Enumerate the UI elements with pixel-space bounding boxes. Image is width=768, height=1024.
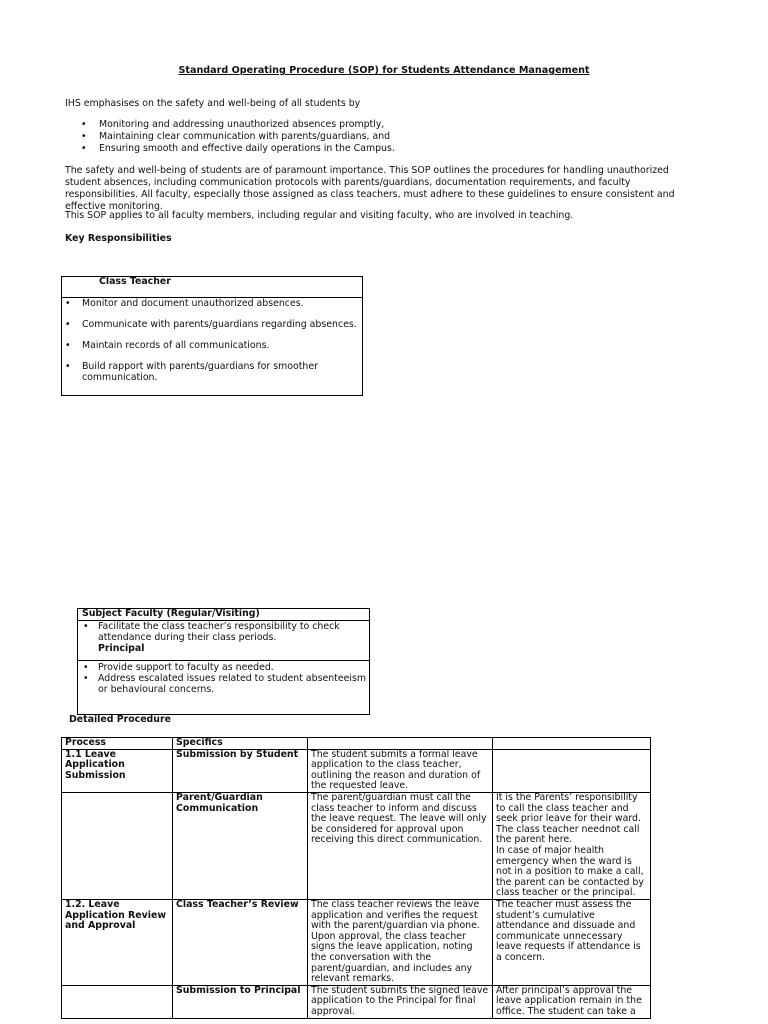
class-teacher-box bbox=[61, 276, 363, 396]
list-item: • Monitor and document unauthorized absences. bbox=[62, 298, 362, 309]
subject-faculty-heading: Subject Faculty (Regular/Visiting) bbox=[78, 609, 369, 621]
table-cell: Submission by Student bbox=[173, 749, 308, 792]
table-row bbox=[62, 792, 651, 899]
class-teacher-list bbox=[62, 298, 362, 383]
list-item: • Facilitate the class teacher’s responsibility to check attendance during their class periods. bbox=[78, 621, 369, 643]
table-cell bbox=[62, 985, 173, 1018]
table-cell: The class teacher reviews the leave application and verifies the request with the parent/guardian via phone. Upon approval, the class teacher signs the leave application, noting the conversation with the parent/guardian, and includes any relevant remarks. bbox=[308, 899, 493, 985]
subject-faculty-section bbox=[78, 621, 369, 661]
principal-heading: Principal bbox=[98, 643, 145, 654]
column-header: Specifics bbox=[173, 738, 308, 750]
table-cell: The parent/guardian must call the class teacher to inform and discuss the leave request. The leave will only be considered for approval upon receiving this direct communication. bbox=[308, 792, 493, 899]
column-header bbox=[308, 738, 493, 750]
column-header bbox=[493, 738, 651, 750]
table-cell: Class Teacher’s Review bbox=[173, 899, 308, 985]
key-responsibilities-heading: Key Responsibilities bbox=[65, 233, 172, 244]
table-cell: The student submits a formal leave application to the class teacher, outlining the reason and duration of the requested leave. bbox=[308, 749, 493, 792]
subject-faculty-list bbox=[78, 621, 369, 643]
table-cell bbox=[493, 749, 651, 792]
table-cell bbox=[62, 792, 173, 899]
list-item: • Provide support to faculty as needed. bbox=[78, 662, 369, 673]
table-cell: The student submits the signed leave application to the Principal for final approval. bbox=[308, 985, 493, 1018]
table-cell: Parent/Guardian Communication bbox=[173, 792, 308, 899]
list-item: • Address escalated issues related to student absenteeism or behavioural concerns. bbox=[78, 673, 369, 695]
detailed-procedure-heading: Detailed Procedure bbox=[69, 714, 171, 725]
table-cell: After principal’s approval the leave application remain in the office. The student can take a bbox=[493, 985, 651, 1018]
intro-text: IHS emphasises on the safety and well-being of all students by bbox=[65, 98, 361, 109]
overview-paragraph: The safety and well-being of students are of paramount importance. This SOP outlines the procedures for handling unauthorized student absences, including communication protocols with parents/guardians, documentation requirements, and faculty responsibilities. All faculty, especially those assigned as class teachers, must adhere to these guidelines to ensure consistent and effective monitoring. bbox=[65, 165, 675, 212]
table-header-row bbox=[62, 738, 651, 750]
class-teacher-heading: Class Teacher bbox=[62, 277, 362, 298]
principal-list bbox=[78, 661, 369, 695]
list-item: • Maintaining clear communication with parents/guardians, and bbox=[65, 131, 705, 143]
list-item: • Ensuring smooth and effective daily operations in the Campus. bbox=[65, 143, 705, 155]
subject-faculty-box bbox=[77, 608, 370, 715]
list-item: • Maintain records of all communications. bbox=[62, 340, 362, 351]
table-cell: 1.1 Leave Application Submission bbox=[62, 749, 173, 792]
table-row bbox=[62, 985, 651, 1018]
document-title: Standard Operating Procedure (SOP) for Students Attendance Management bbox=[178, 65, 590, 76]
table-cell: The teacher must assess the student’s cumulative attendance and dissuade and communicate unnecessary leave requests if attendance is a concern. bbox=[493, 899, 651, 985]
scope-paragraph: This SOP applies to all faculty members, including regular and visiting faculty, who are involved in teaching. bbox=[65, 210, 574, 221]
table-row bbox=[62, 749, 651, 792]
list-item: • Build rapport with parents/guardians for smoother communication. bbox=[62, 361, 362, 383]
table-cell: Submission to Principal bbox=[173, 985, 308, 1018]
list-item: • Monitoring and addressing unauthorized absences promptly, bbox=[65, 119, 705, 131]
table-cell: 1.2. Leave Application Review and Approval bbox=[62, 899, 173, 985]
table-row bbox=[62, 899, 651, 985]
table-cell: It is the Parents’ responsibility to call the class teacher and seek prior leave for their ward. The class teacher neednot call the parent here. In case of major health emergency when the ward is not in a position to make a call, the parent can be contacted by class teacher or the principal. bbox=[493, 792, 651, 899]
intro-bullet-list bbox=[65, 119, 705, 155]
list-item: • Communicate with parents/guardians regarding absences. bbox=[62, 319, 362, 330]
procedure-table bbox=[61, 737, 651, 1019]
column-header: Process bbox=[62, 738, 173, 750]
